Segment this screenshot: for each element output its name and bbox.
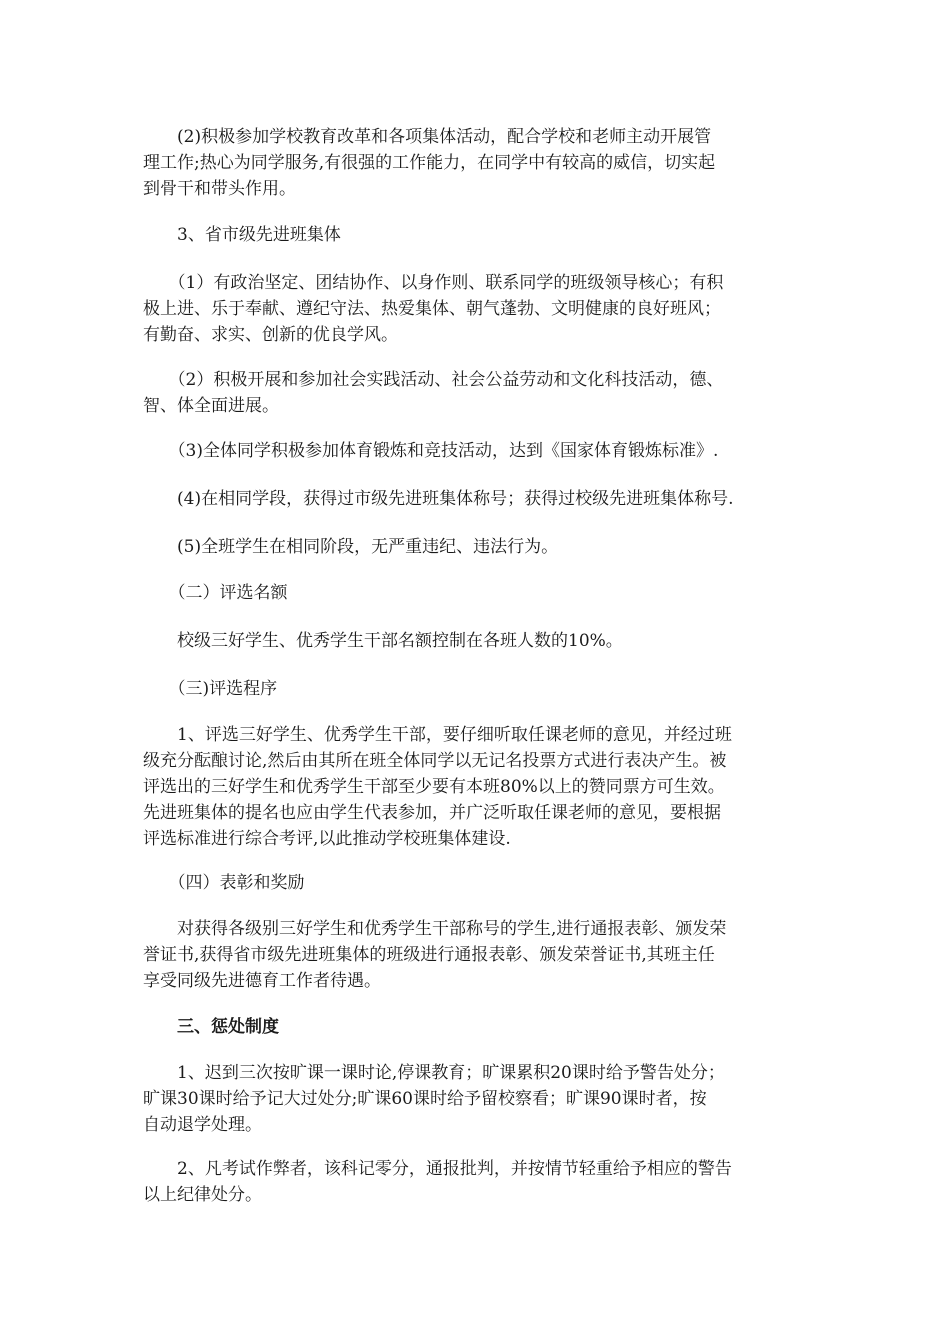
- text-line: (5)全班学生在相同阶段，无严重违纪、违法行为。: [143, 537, 559, 557]
- text-line: 享受同级先进德育工作者待遇。: [143, 971, 381, 991]
- paragraph-p8: [143, 580, 813, 606]
- paragraph-p11: [143, 722, 813, 852]
- paragraph-p5: [143, 438, 813, 464]
- paragraph-p7: [143, 534, 813, 560]
- text-line: （2）积极开展和参加社会实践活动、社会公益劳动和文化科技活动，德、: [143, 370, 724, 390]
- text-line: 评选出的三好学生和优秀学生干部至少要有本班80%以上的赞同票方可生效。: [143, 777, 725, 797]
- paragraph-p15: [143, 1060, 813, 1138]
- text-line: 对获得各级别三好学生和优秀学生干部称号的学生,进行通报表彰、颁发荣: [143, 919, 727, 939]
- paragraph-p16: [143, 1156, 813, 1208]
- section-heading: （四）表彰和奖励: [143, 873, 305, 893]
- text-line: 有勤奋、求实、创新的优良学风。: [143, 325, 398, 345]
- section-heading: 3、省市级先进班集体: [143, 225, 341, 245]
- paragraph-p3: [143, 270, 813, 348]
- section-heading: （三)评选程序: [143, 679, 278, 699]
- paragraph-p1: [143, 124, 813, 202]
- paragraph-p13: [143, 916, 813, 994]
- chapter-heading: 三、惩处制度: [143, 1017, 279, 1037]
- paragraph-p12: [143, 870, 813, 896]
- text-line: 极上进、乐于奉献、遵纪守法、热爱集体、朝气蓬勃、文明健康的良好班风；: [143, 299, 721, 319]
- paragraph-p4: [143, 367, 813, 419]
- paragraph-p14: [143, 1014, 813, 1040]
- text-line: 理工作;热心为同学服务,有很强的工作能力，在同学中有较高的威信，切实起: [143, 153, 716, 173]
- paragraph-p6: [143, 486, 813, 512]
- text-line: 到骨干和带头作用。: [143, 179, 296, 199]
- paragraph-p2: [143, 222, 813, 248]
- text-line: （3)全体同学积极参加体育锻炼和竞技活动，达到《国家体育锻炼标准》.: [143, 441, 719, 461]
- text-line: 级充分酝酿讨论,然后由其所在班全体同学以无记名投票方式进行表决产生。被: [143, 751, 727, 771]
- text-line: 2、凡考试作弊者，该科记零分，通报批判，并按情节轻重给予相应的警告: [143, 1159, 732, 1179]
- paragraph-p9: [143, 628, 813, 654]
- text-line: 智、体全面进展。: [143, 396, 279, 416]
- text-line: 1、迟到三次按旷课一课时论,停课教育；旷课累积20课时给予警告处分；: [143, 1063, 725, 1083]
- text-line: 先进班集体的提名也应由学生代表参加，并广泛听取任课老师的意见，要根据: [143, 803, 721, 823]
- text-line: (4)在相同学段，获得过市级先进班集体称号；获得过校级先进班集体称号.: [143, 489, 734, 509]
- paragraph-p10: [143, 676, 813, 702]
- text-line: 以上纪律处分。: [143, 1185, 262, 1205]
- text-line: （1）有政治坚定、团结协作、以身作则、联系同学的班级领导核心；有积: [143, 273, 724, 293]
- text-line: 自动退学处理。: [143, 1115, 262, 1135]
- text-line: (2)积极参加学校教育改革和各项集体活动，配合学校和老师主动开展管: [143, 127, 712, 147]
- section-heading: （二）评选名额: [143, 583, 288, 603]
- text-line: 1、评选三好学生、优秀学生干部，要仔细听取任课老师的意见，并经过班: [143, 725, 732, 745]
- text-line: 校级三好学生、优秀学生干部名额控制在各班人数的10%。: [143, 631, 623, 651]
- text-line: 旷课30课时给予记大过处分;旷课60课时给予留校察看；旷课90课时者，按: [143, 1089, 707, 1109]
- text-line: 誉证书,获得省市级先进班集体的班级进行通报表彰、颁发荣誉证书,其班主任: [143, 945, 715, 965]
- text-line: 评选标准进行综合考评,以此推动学校班集体建设.: [143, 829, 511, 849]
